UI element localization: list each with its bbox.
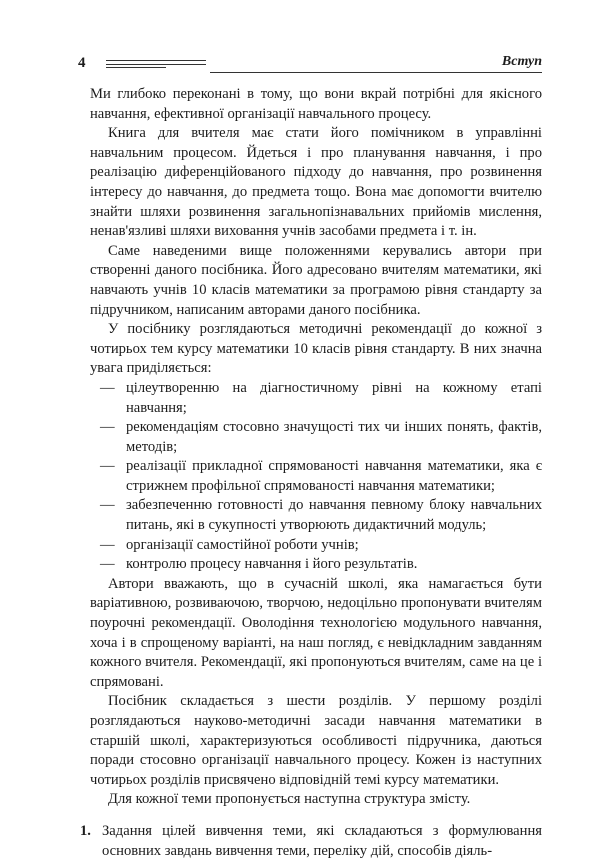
list-item-text: реалізації прикладної спрямованості навчання математики, яка є стрижнем профільної спрямованості навчання математики; [126,458,542,494]
list-item [90,555,542,575]
list-item [90,536,542,556]
paragraph: Автори вважають, що в сучасній школі, яка намагається бути варіативною, розвиваючою, творчою, недоцільно пропонувати вчителям поурочні рекомендації. Оволодіння технологією модульного навчання, хоча і в спрощеному варіанті, на наш погляд, є невідкладним завданням кожного вчителя. Рекомендації, які пропонуються вчителям, саме на це і спрямовані. [90,575,542,690]
list-item [90,496,542,535]
bullet-list [90,379,542,575]
list-item-text: контролю процесу навчання і його результатів. [126,556,418,573]
body-text [80,85,542,861]
paragraph: Ми глибоко переконані в тому, що вони вкрай потрібні для якісного навчання, ефективної організації навчального процесу. [90,86,542,122]
list-item-text: рекомендаціям стосовно значущості тих чи інших понять, фактів, методів; [126,419,542,455]
paragraph: Саме наведеними вище положеннями керувались автори при створенні даного посібника. Його адресовано вчителям математики, які навчають учнів 10 класів математики за програмою рівня стандарту за підручником, написаним авторами даного посібника. [90,242,542,318]
list-item-text: організації самостійної роботи учнів; [126,536,359,553]
numbered-list [80,822,542,861]
dash-marker: — [100,458,115,475]
section-title: Вступ [501,54,542,69]
list-item-text: цілеутворенню на діагностичному рівні на кожному етапі навчання; [126,379,542,416]
paragraph: Посібник складається з шести розділів. У першому розділі розглядаються науково-методичні засади навчання математики в старшій школі, характеризуються особливості підручника, даються поради стосовно організації навчального процесу. Кожен із наступних чотирьох розділів присвячено відповідній темі курсу математики. [90,693,542,788]
numbered-item [80,822,542,861]
paragraph: Книга для вчителя має стати його помічником в управлінні навчальним процесом. Йдеться і про планування навчання, і про реалізацію диференційованого підходу до навчання, про розвинення інтересу до навчання, до предмета тощо. Вона має допомогти вчителю знайти шляхи розвинення загальнопізнавальних прийомів мислення, ненав'язливі шляхи виховання учнів засобами предмета і т. ін. [90,125,542,240]
list-item [90,379,542,418]
running-header [78,52,542,74]
page-number: 4 [78,55,86,71]
list-item [90,457,542,496]
list-item-text: забезпеченню готовності до навчання певному блоку навчальних питань, які в сукупності утворюють дидактичний модуль; [126,497,542,534]
paragraph: Для кожної теми пропонується наступна структура змісту. [108,791,471,808]
list-item [90,418,542,457]
header-rule-short [106,67,166,68]
numbered-item-text: Задання цілей вивчення теми, які складаються з формулювання основних завдань вивчення теми, переліку дій, способів діяль- [102,822,542,859]
dash-marker: — [100,379,115,396]
dash-marker: — [100,419,115,436]
dash-marker: — [100,497,115,514]
header-rule-long [210,72,542,73]
header-rule-double [106,60,206,65]
dash-marker: — [100,536,115,553]
dash-marker: — [100,556,115,573]
paragraph: У посібнику розглядаються методичні рекомендації до кожної з чотирьох тем курсу математики 10 класів рівня стандарту. В них значна увага приділяється: [90,321,542,377]
item-number: 1. [80,822,91,839]
